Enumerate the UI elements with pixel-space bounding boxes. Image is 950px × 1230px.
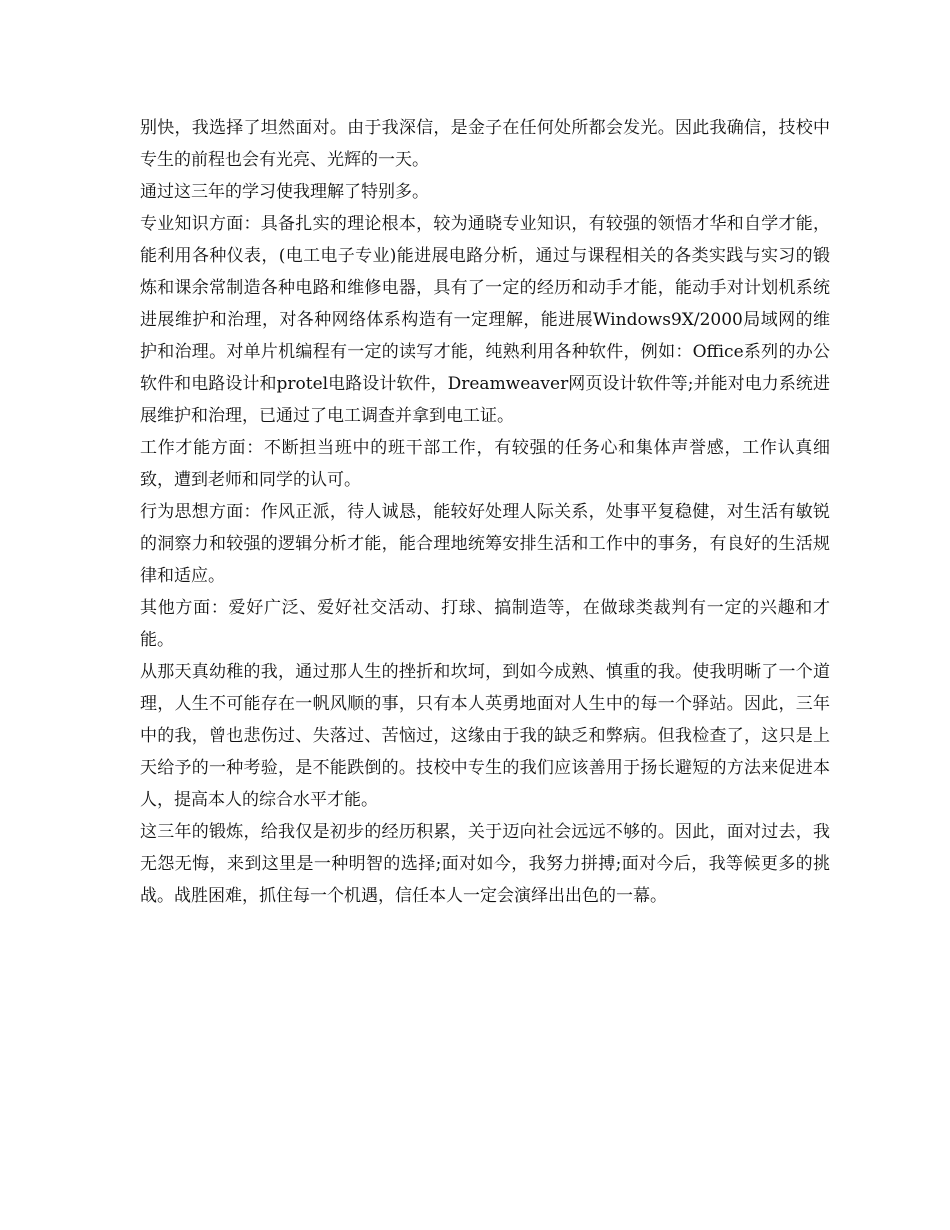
paragraph-intro: 通过这三年的学习使我理解了特别多。	[140, 182, 429, 202]
paragraph-professional-knowledge: 专业知识方面：具备扎实的理论根本，较为通晓专业知识，有较强的领悟才华和自学才能，能利用各种仪表，(电工电子专业)能进展电路分析，通过与课程相关的各类实践与实习的锻炼和课余常制造各种电路和维修电器，具有了一定的经历和动手才能，能动手对计划机系统进展维护和治理，对各种网络体系构造有一定理解，能进展Windows9X/2000局域网的维护和治理。对单片机编程有一定的读写才能，纯熟利用各种软件，例如：Office系列的办公软件和电路设计和protel电路设计软件，Dreamweaver网页设计软件等;并能对电力系统进展维护和治理，已通过了电工调查并拿到电工证。	[140, 214, 830, 426]
paragraph-conclusion: 这三年的锻炼，给我仅是初步的经历积累，关于迈向社会远远不够的。因此，面对过去，我无怨无悔，来到这里是一种明智的选择;面对如今，我努力拼搏;面对今后，我等候更多的挑战。战胜困难，抓住每一个机遇，信任本人一定会演绎出出色的一幕。	[140, 822, 830, 906]
paragraph-reflection: 从那天真幼稚的我，通过那人生的挫折和坎坷，到如今成熟、慎重的我。使我明晰了一个道理，人生不可能存在一帆风顺的事，只有本人英勇地面对人生中的每一个驿站。因此，三年中的我，曾也悲伤过、失落过、苦恼过，这缘由于我的缺乏和弊病。但我检查了，这只是上天给予的一种考验，是不能跌倒的。技校中专生的我们应该善用于扬长避短的方法来促进本人，提高本人的综合水平才能。	[140, 662, 830, 810]
paragraph-work-ability: 工作才能方面：不断担当班中的班干部工作，有较强的任务心和集体声誉感，工作认真细致，遭到老师和同学的认可。	[140, 438, 830, 490]
paragraph-behavior-thought: 行为思想方面：作风正派，待人诚恳，能较好处理人际关系，处事平复稳健，对生活有敏锐的洞察力和较强的逻辑分析才能，能合理地统筹安排生活和工作中的事务，有良好的生活规律和适应。	[140, 502, 830, 586]
document-body	[140, 112, 830, 912]
paragraph-continuation: 别快，我选择了坦然面对。由于我深信，是金子在任何处所都会发光。因此我确信，技校中专生的前程也会有光亮、光辉的一天。	[140, 118, 830, 170]
paragraph-other-aspects: 其他方面：爱好广泛、爱好社交活动、打球、搞制造等，在做球类裁判有一定的兴趣和才能。	[140, 598, 830, 650]
